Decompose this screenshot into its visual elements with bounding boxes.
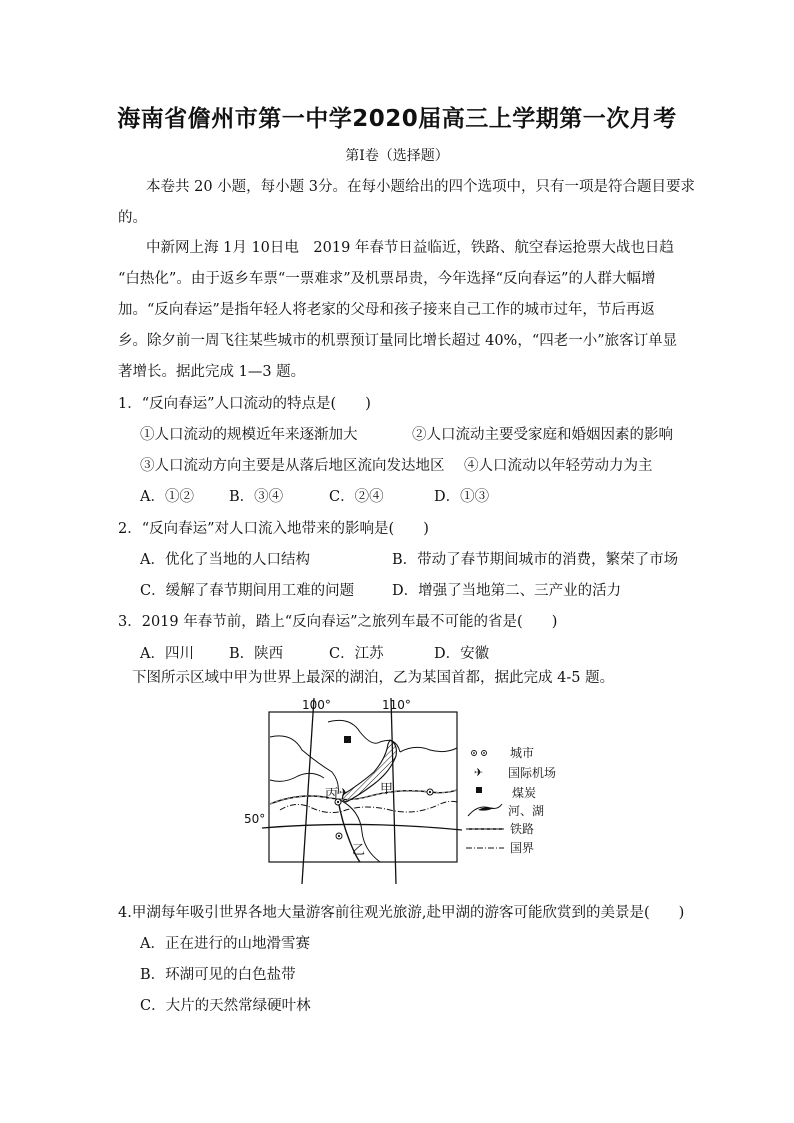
q2-option-d: D．增强了当地第二、三产业的活力 <box>392 583 622 599</box>
intro-line-2: 的。 <box>118 210 147 226</box>
q2-stem: 2．“反向春运”对人口流入地带来的影响是( ) <box>118 521 429 537</box>
airport-symbol: ✈ <box>339 786 349 799</box>
label-yi: 乙 <box>352 843 366 858</box>
passage-line-4: 乡。除夕前一周飞往某些城市的机票预订量同比增长超过 40%，“四老一小”旅客订单显 <box>118 333 678 349</box>
q2-option-c: C．缓解了春节期间用工难的问题 <box>140 583 355 599</box>
legend-coal: 煤炭 <box>512 786 537 800</box>
label-jia: 甲 <box>380 782 394 797</box>
lake-region-map <box>240 692 560 898</box>
q1-stem: 1．“反向春运”人口流动的特点是( ) <box>118 396 371 412</box>
coal-mine-symbol <box>344 736 351 743</box>
legend-border: 国界 <box>510 841 535 855</box>
q4-option-a: A．正在进行的山地滑雪赛 <box>140 936 310 952</box>
q3-option-a: A．四川 <box>140 646 194 662</box>
q1-statement-2: ②人口流动主要受家庭和婚姻因素的影响 <box>412 427 673 443</box>
lat-label-50: 50° <box>244 812 266 826</box>
q4-option-c: C．大片的天然常绿硬叶林 <box>140 998 311 1014</box>
legend-river-lake: 河、湖 <box>508 804 545 818</box>
label-bing: 丙 <box>325 787 339 802</box>
lon-label-100: 100° <box>302 698 331 712</box>
q3-stem: 3．2019 年春节前，踏上“反向春运”之旅列车最不可能的省是( ) <box>118 614 558 630</box>
passage-line-1: 中新网上海 1月 10日电 2019 年春节日益临近，铁路、航空春运抢票大战也日趋 <box>146 240 674 256</box>
q3-option-d: D．安徽 <box>434 646 490 662</box>
legend-coal-icon <box>476 787 482 793</box>
q4-stem: 4.甲湖每年吸引世界各地大量游客前往观光旅游,赴甲湖的游客可能欣赏到的美景是( ) <box>118 905 685 921</box>
q1-option-c: C．②④ <box>329 489 384 505</box>
lon-label-110: 110° <box>382 698 411 712</box>
q1-option-d: D．①③ <box>434 489 490 505</box>
legend-airport-icon: ✈ <box>474 766 484 779</box>
q1-option-b: B．③④ <box>229 489 284 505</box>
map-intro: 下图所示区域中甲为世界上最深的湖泊，乙为某国首都，据此完成 4-5 题。 <box>132 670 615 686</box>
q2-option-b: B．带动了春节期间城市的消费，繁荣了市场 <box>392 552 679 568</box>
q1-option-a: A．①② <box>140 489 194 505</box>
intro-line-1: 本卷共 20 小题，每小题 3分。在每小题给出的四个选项中，只有一项是符合题目要求 <box>146 179 696 195</box>
q4-option-b: B．环湖可见的白色盐带 <box>140 967 296 983</box>
passage-line-2: “白热化”。由于返乡车票“一票难求”及机票昂贵，今年选择“反向春运”的人群大幅增 <box>118 271 656 287</box>
section-subtitle: 第Ⅰ卷（选择题） <box>345 148 449 164</box>
q1-statement-3: ③人口流动方向主要是从落后地区流向发达地区 <box>140 458 445 474</box>
legend-city: 城市 <box>510 746 535 760</box>
q2-option-a: A．优化了当地的人口结构 <box>140 552 310 568</box>
legend-airport: 国际机场 <box>508 766 557 780</box>
passage-line-5: 著增长。据此完成 1—3 题。 <box>118 364 306 380</box>
page-title: 海南省儋州市第一中学2020届高三上学期第一次月考 <box>117 106 677 132</box>
q1-statement-1: ①人口流动的规模近年来逐渐加大 <box>140 427 358 443</box>
passage-line-3: 加。“反向春运”是指年轻人将老家的父母和孩子接来自己工作的城市过年，节后再返 <box>118 302 655 318</box>
map-legend <box>466 746 556 855</box>
legend-railway: 铁路 <box>510 822 535 836</box>
q3-option-c: C．江苏 <box>329 646 384 662</box>
q1-statement-4: ④人口流动以年轻劳动力为主 <box>464 458 653 474</box>
q3-option-b: B．陕西 <box>229 646 284 662</box>
